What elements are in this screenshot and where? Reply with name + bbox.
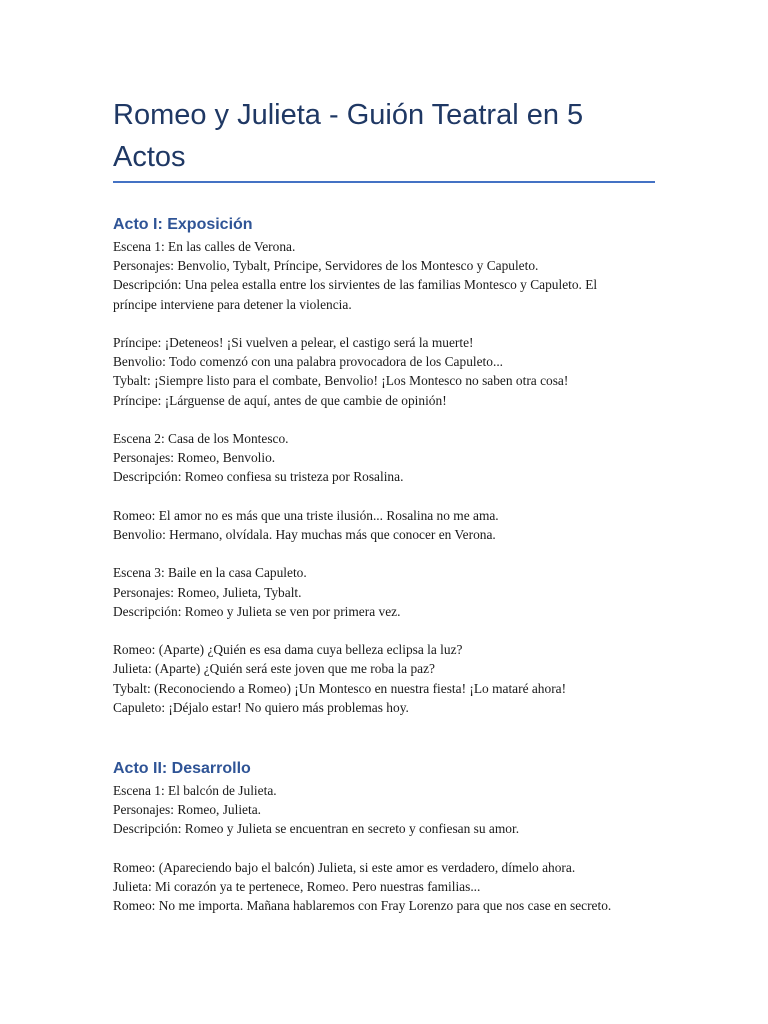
- page-title: [113, 94, 658, 181]
- script-line: Escena 3: Baile en la casa Capuleto.: [113, 565, 307, 581]
- title-line-2: Actos: [113, 141, 186, 173]
- script-line: Romeo: El amor no es más que una triste ilusión... Rosalina no me ama.: [113, 507, 499, 523]
- script-line: Descripción: Romeo confiesa su tristeza por Rosalina.: [113, 469, 404, 485]
- paragraph-gap: [113, 410, 658, 429]
- script-line: Tybalt: (Reconociendo a Romeo) ¡Un Montesco en nuestra fiesta! ¡Lo mataré ahora!: [113, 680, 567, 696]
- script-line: Escena 1: El balcón de Julieta.: [113, 783, 277, 798]
- act-section: [113, 758, 658, 915]
- document-page: [113, 94, 658, 915]
- script-line: Romeo: (Aparte) ¿Quién es esa dama cuya belleza eclipsa la luz?: [113, 642, 463, 658]
- script-line: Príncipe: ¡Lárguense de aquí, antes de que cambie de opinión!: [113, 392, 447, 408]
- script-line: Personajes: Romeo, Julieta.: [113, 802, 262, 818]
- act-heading: Acto II: Desarrollo: [113, 760, 251, 777]
- script-line: Descripción: Romeo y Julieta se encuentran en secreto y confiesan su amor.: [113, 821, 520, 837]
- script-line: Personajes: Benvolio, Tybalt, Príncipe, Servidores de los Montesco y Capuleto.: [113, 258, 539, 274]
- script-line: Benvolio: Todo comenzó con una palabra provocadora de los Capuleto...: [113, 354, 504, 370]
- script-line: Príncipe: ¡Deteneos! ¡Si vuelven a pelear, el castigo será la muerte!: [113, 335, 474, 350]
- paragraph-gap: [113, 544, 658, 563]
- script-line: Escena 1: En las calles de Verona.: [113, 239, 296, 254]
- title-divider: [113, 181, 655, 183]
- script-line: Descripción: Una pelea estalla entre los sirvientes de las familias Montesco y Capuleto. El: [113, 277, 598, 293]
- script-line: príncipe interviene para detener la violencia.: [113, 296, 352, 312]
- script-line: Tybalt: ¡Siempre listo para el combate, Benvolio! ¡Los Montesco no saben otra cosa!: [113, 373, 569, 389]
- paragraph-gap: [113, 839, 658, 858]
- script-line: Personajes: Romeo, Julieta, Tybalt.: [113, 584, 302, 600]
- script-line: Romeo: (Apareciendo bajo el balcón) Julieta, si este amor es verdadero, dímelo ahora.: [113, 859, 576, 875]
- act-heading: Acto I: Exposición: [113, 216, 253, 233]
- script-line: Capuleto: ¡Déjalo estar! No quiero más problemas hoy.: [113, 699, 409, 715]
- script-line: Benvolio: Hermano, olvídala. Hay muchas más que conocer en Verona.: [113, 527, 496, 542]
- script-line: Descripción: Romeo y Julieta se ven por primera vez.: [113, 603, 401, 619]
- script-line: Personajes: Romeo, Benvolio.: [113, 450, 276, 466]
- act-section: [113, 214, 658, 717]
- paragraph-gap: [113, 314, 658, 333]
- script-line: Escena 2: Casa de los Montesco.: [113, 431, 289, 446]
- paragraph-gap: [113, 621, 658, 640]
- script-line: Julieta: (Aparte) ¿Quién será este joven que me roba la paz?: [113, 661, 435, 677]
- script-line: Romeo: No me importa. Mañana hablaremos con Fray Lorenzo para que nos case en secreto.: [113, 898, 612, 914]
- title-line-1: Romeo y Julieta - Guión Teatral en 5: [113, 99, 584, 131]
- paragraph-gap: [113, 487, 658, 506]
- script-line: Julieta: Mi corazón ya te pertenece, Romeo. Pero nuestras familias...: [113, 879, 481, 894]
- acts-container: [113, 214, 658, 915]
